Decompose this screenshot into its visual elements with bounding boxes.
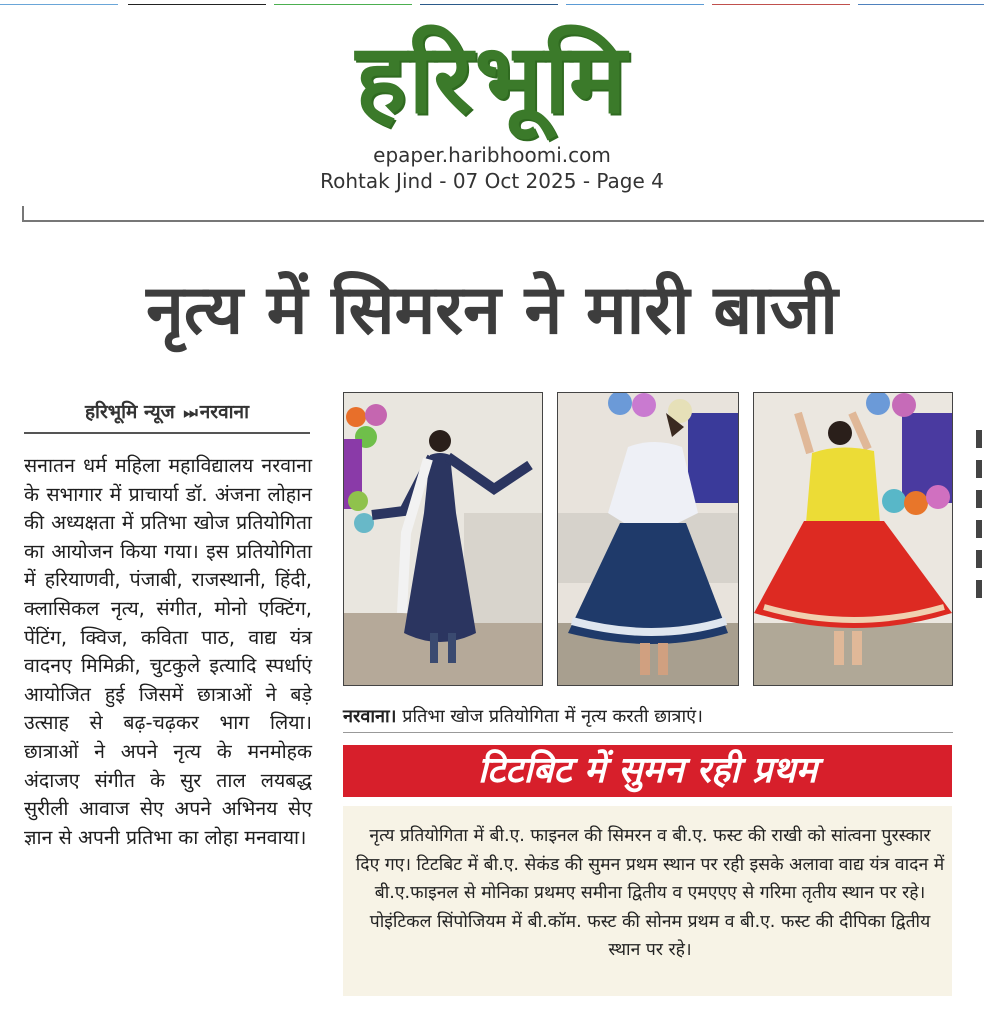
dance-photo-1 — [343, 392, 543, 686]
byline-source: हरिभूमि न्यूज — [84, 401, 175, 423]
epaper-url[interactable]: epaper.haribhoomi.com — [373, 143, 611, 167]
article-headline: नृत्य में सिमरन ने मारी बाजी — [146, 271, 838, 350]
byline-place: नरवाना — [199, 401, 250, 423]
caption-place: नरवाना। — [343, 706, 397, 727]
sidebar-text: नृत्य प्रतियोगिता में बी.ए. फाइनल की सिमरन व बी.ए. फस्ट की राखी को सांत्वना पुरस्कार दिए गए। टिटबिट में बी.ए. सेकंड की सुमन प्रथम स्थान पर रही इसके अलावा वाद्य यंत्र वादन में बी.ए.फाइनल से मोनिका प्रथमए समीना द्वितीय व एमएएए से गरिमा तृतीय स्थान पर रहे। पोइंटिकल सिंपोजियम में बी.कॉम. फस्ट की सोनम प्रथम व बी.ए. फस्ट की दीपिका द्वितीय स्थान पर रहे। — [355, 826, 945, 960]
top-color-strip — [0, 0, 984, 6]
edition-info: Rohtak Jind - 07 Oct 2025 - Page 4 — [320, 169, 664, 193]
newspaper-logo: हरिभूमि — [355, 23, 629, 135]
masthead — [0, 24, 984, 194]
byline — [24, 398, 310, 434]
dance-photo-2 — [557, 392, 739, 686]
page-rule — [22, 220, 984, 222]
sidebar-box — [343, 806, 952, 996]
photo-caption — [343, 704, 963, 728]
dance-photo-3 — [753, 392, 953, 686]
sidebar-title-banner: टिटबिट में सुमन रही प्रथम — [343, 745, 952, 797]
caption-text: प्रतिभा खोज प्रतियोगिता में नृत्य करती छात्राएं। — [396, 706, 703, 727]
photo-strip — [343, 392, 953, 686]
fast-forward-icon: ⏭ — [183, 403, 198, 422]
right-edge-marks — [976, 430, 984, 610]
article-body: सनातन धर्म महिला महाविद्यालय नरवाना के सभागार में प्राचार्या डॉ. अंजना लोहान की अध्यक्षता में प्रतिभा खोज प्रतियोगिता का आयोजन किया गया। इस प्रतियोगिता में हरियाणवी, पंजाबी, राजस्थानी, हिंदी, क्लासिकल नृत्य, संगीत, मोनो एक्टिंग, पेंटिंग, क्विज, कविता पाठ, वाद्य यंत्र वादनए मिमिक्री, चुटकुले इत्यादि स्पर्धाएं आयोजित हुई जिसमें छात्राओं ने बड़े उत्साह से बढ़-चढ़कर भाग लिया। छात्राओं ने अपने नृत्य के मनमोहक अंदाजए संगीत के सुर ताल लयबद्ध सुरीली आवाज सेए अपने अभिनय सेए ज्ञान से अपनी प्रतिभा का लोहा मनवाया। — [24, 454, 312, 849]
caption-rule — [343, 732, 953, 733]
